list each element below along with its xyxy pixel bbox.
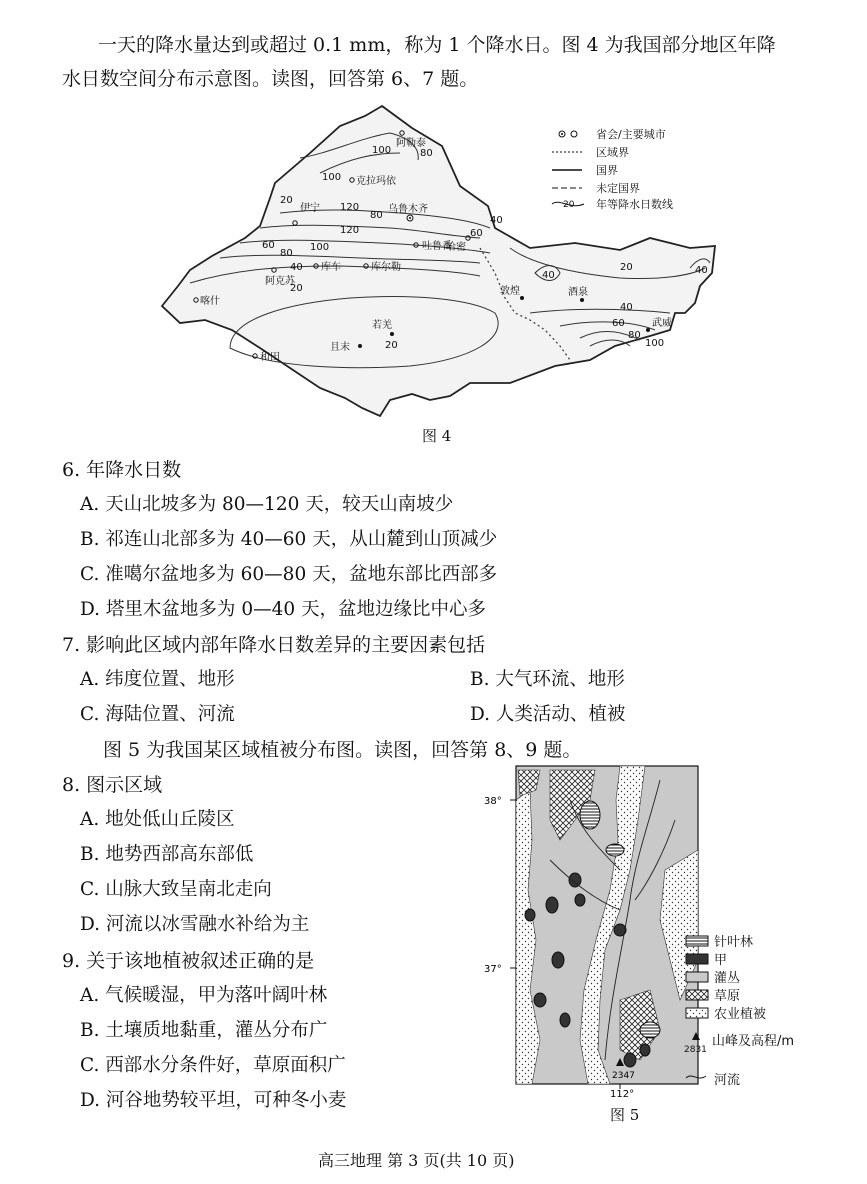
- page-footer: 高三地理 第 3 页(共 10 页): [318, 1151, 515, 1170]
- map2-legend: [684, 934, 794, 1088]
- city-ruoqiang: 若羌: [372, 320, 392, 331]
- city-tulufan: 吐鲁番: [422, 241, 452, 252]
- svg-text:100: 100: [322, 172, 342, 183]
- svg-text:80: 80: [628, 330, 641, 341]
- svg-text:国界: 国界: [596, 164, 618, 177]
- q6-option-c[interactable]: C. 准噶尔盆地多为 60—80 天，盆地东部比西部多: [80, 564, 498, 585]
- svg-text:草原: 草原: [714, 989, 741, 1004]
- svg-text:100: 100: [645, 338, 665, 349]
- svg-text:20: 20: [280, 195, 293, 206]
- intro-line-1: 一天的降水量达到或超过 0.1 mm，称为 1 个降水日。图 4 为我国部分地区年降: [98, 34, 776, 56]
- q6-stem: 6. 年降水日数: [62, 459, 182, 481]
- q7-stem: 7. 影响此区域内部年降水日数差异的主要因素包括: [62, 634, 486, 656]
- svg-text:80: 80: [280, 248, 293, 259]
- svg-text:40: 40: [490, 215, 503, 226]
- svg-text:60: 60: [612, 318, 625, 329]
- svg-text:20: 20: [620, 262, 633, 273]
- q7-option-c[interactable]: C. 海陆位置、河流: [80, 704, 235, 725]
- svg-text:120: 120: [340, 202, 360, 213]
- q8-option-d[interactable]: D. 河流以冰雪融水补给为主: [80, 914, 310, 935]
- svg-text:区域界: 区域界: [596, 146, 629, 159]
- intro-line-2: 水日数空间分布示意图。读图，回答第 6、7 题。: [62, 68, 479, 90]
- lat-37: 37°: [484, 964, 502, 975]
- city-akesu: 阿克苏: [265, 276, 295, 287]
- map1-caption: 图 4: [422, 427, 452, 445]
- svg-text:山峰及高程/m: 山峰及高程/m: [712, 1034, 795, 1049]
- svg-text:60: 60: [470, 228, 483, 239]
- city-kuche: 库车: [321, 262, 341, 273]
- map2-caption: 图 5: [610, 1106, 640, 1124]
- q8-option-c[interactable]: C. 山脉大致呈南北走向: [80, 879, 272, 900]
- city-yining: 伊宁: [300, 203, 320, 214]
- q6-option-b[interactable]: B. 祁连山北部多为 40—60 天，从山麓到山顶减少: [80, 529, 498, 550]
- q7-option-d[interactable]: D. 人类活动、植被: [470, 704, 626, 725]
- svg-text:40: 40: [542, 270, 555, 281]
- svg-text:灌丛: 灌丛: [714, 971, 741, 986]
- svg-text:100: 100: [372, 145, 392, 156]
- city-hami: 哈密: [446, 242, 466, 253]
- q7-option-a[interactable]: A. 纬度位置、地形: [80, 669, 235, 690]
- svg-text:40: 40: [620, 302, 633, 313]
- peak-2347-label: 2347: [612, 1071, 635, 1081]
- q9-stem: 9. 关于该地植被叙述正确的是: [62, 950, 315, 972]
- svg-text:120: 120: [340, 225, 360, 236]
- svg-text:80: 80: [420, 148, 433, 159]
- svg-text:2831: 2831: [684, 1045, 707, 1055]
- q8-stem: 8. 图示区域: [62, 774, 163, 796]
- svg-text:省会/主要城市: 省会/主要城市: [596, 128, 666, 141]
- q6-option-a[interactable]: A. 天山北坡多为 80—120 天，较天山南坡少: [80, 494, 454, 515]
- q9-option-b[interactable]: B. 土壤质地黏重，灌丛分布广: [80, 1020, 328, 1041]
- svg-text:甲: 甲: [714, 953, 728, 968]
- city-kelamayi: 克拉玛依: [356, 176, 396, 187]
- svg-text:40: 40: [290, 262, 303, 273]
- precipitation-days-map: [150, 98, 730, 420]
- city-hetian: 和田: [260, 352, 280, 363]
- lon-112: 112°: [610, 1089, 635, 1100]
- city-urumqi: 乌鲁木齐: [388, 204, 428, 215]
- svg-text:60: 60: [262, 240, 275, 251]
- q7-option-b[interactable]: B. 大气环流、地形: [470, 669, 625, 690]
- q8-option-b[interactable]: B. 地势西部高东部低: [80, 844, 254, 865]
- intro-2: 图 5 为我国某区域植被分布图。读图，回答第 8、9 题。: [103, 739, 582, 761]
- q6-option-d[interactable]: D. 塔里木盆地多为 0—40 天，盆地边缘比中心多: [80, 599, 487, 620]
- svg-text:40: 40: [695, 265, 708, 276]
- svg-text:20: 20: [385, 340, 398, 351]
- svg-text:农业植被: 农业植被: [714, 1007, 767, 1022]
- city-wuwei: 武威: [652, 318, 672, 329]
- map1-legend: [552, 127, 673, 211]
- vegetation-map: [470, 760, 820, 1125]
- svg-text:年等降水日数线: 年等降水日数线: [596, 198, 673, 211]
- city-jiuquan: 酒泉: [568, 287, 588, 298]
- svg-text:80: 80: [370, 210, 383, 221]
- city-qiemo: 且末: [330, 342, 350, 353]
- q9-option-a[interactable]: A. 气候暖湿，甲为落叶阔叶林: [80, 985, 328, 1006]
- city-aletai: 阿勒泰: [396, 138, 426, 149]
- svg-text:河流: 河流: [714, 1073, 741, 1088]
- svg-text:20: 20: [563, 200, 575, 210]
- q9-option-c[interactable]: C. 西部水分条件好，草原面积广: [80, 1055, 346, 1076]
- q9-option-d[interactable]: D. 河谷地势较平坦，可种冬小麦: [80, 1090, 347, 1111]
- q8-option-a[interactable]: A. 地处低山丘陵区: [80, 809, 235, 830]
- city-dunhuang: 敦煌: [500, 286, 520, 297]
- lat-38: 38°: [484, 796, 502, 807]
- city-kuerle: 库尔勒: [371, 262, 401, 273]
- svg-text:未定国界: 未定国界: [596, 182, 640, 195]
- svg-text:100: 100: [310, 242, 330, 253]
- city-kashi: 喀什: [200, 296, 220, 307]
- svg-text:针叶林: 针叶林: [714, 935, 754, 950]
- svg-text:20: 20: [290, 283, 303, 294]
